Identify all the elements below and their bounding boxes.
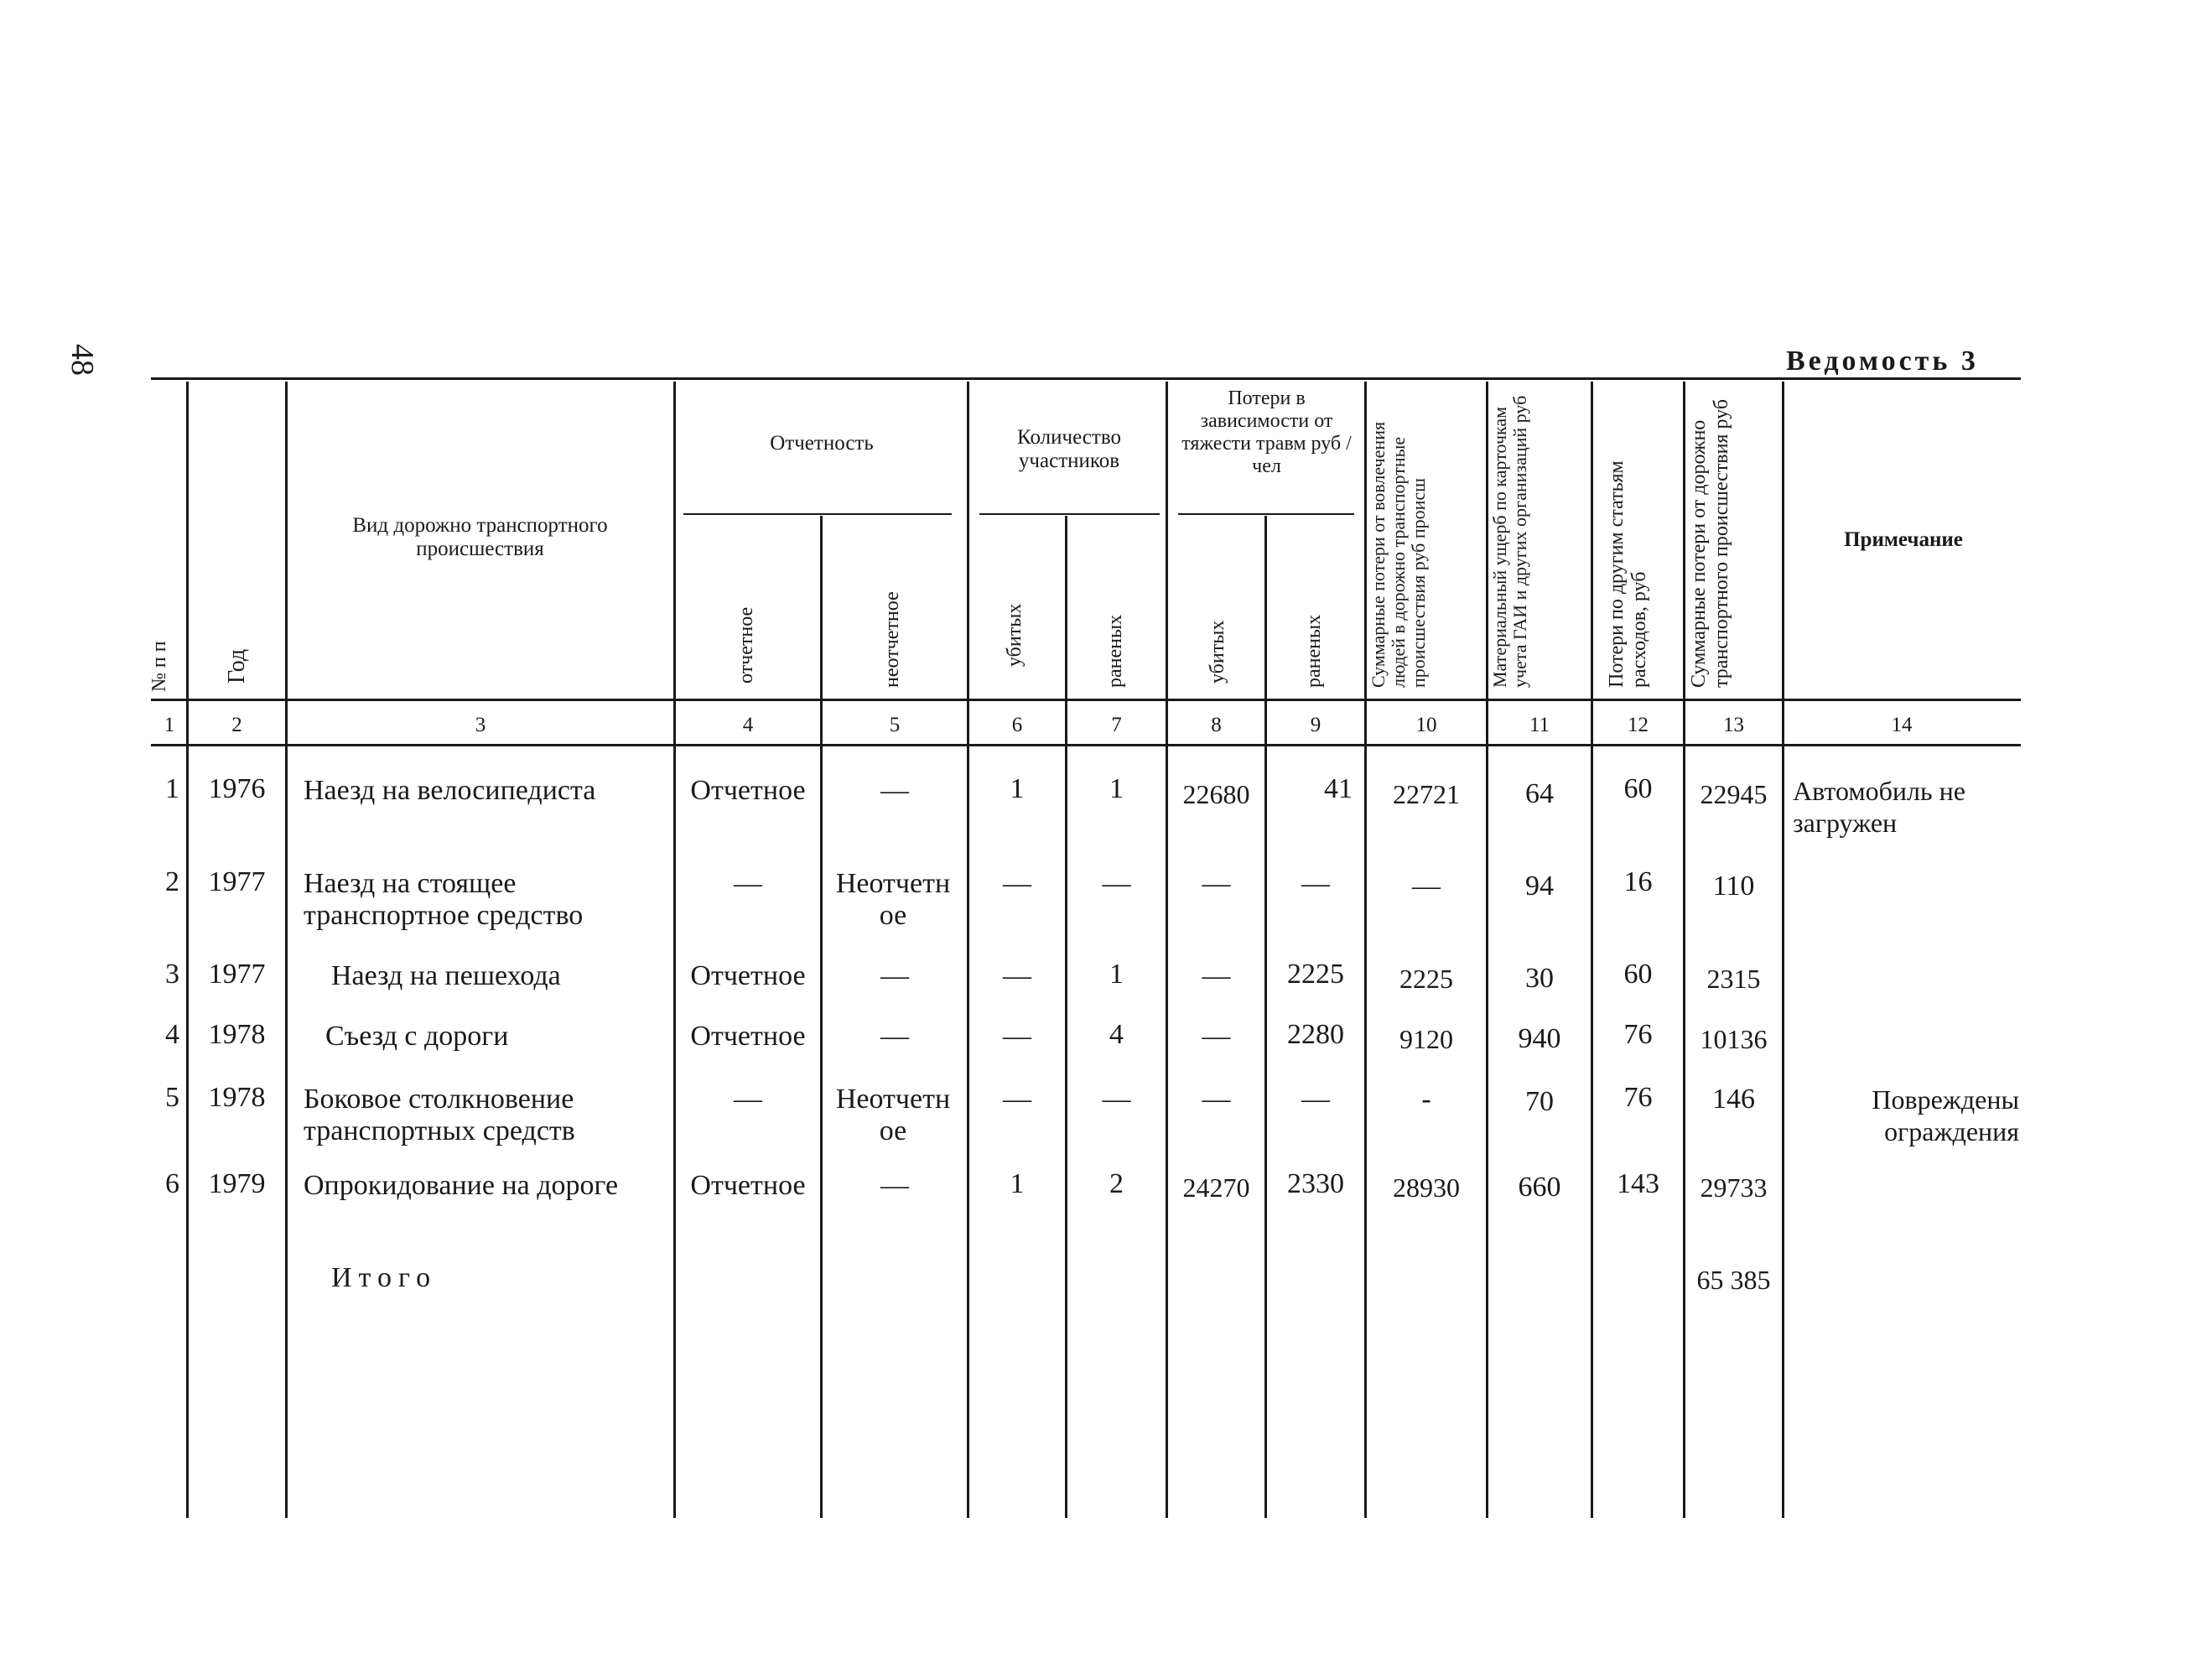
row-material: 64 — [1525, 778, 1554, 809]
row-injured: 2 — [1109, 1168, 1124, 1199]
colnum-bottom-rule — [151, 744, 2021, 746]
row-year: 1977 — [208, 959, 266, 990]
colnum-2: 2 — [231, 714, 242, 736]
colnum-9: 9 — [1310, 714, 1321, 736]
row-loss-killed: 22680 — [1182, 779, 1250, 809]
colnum-5: 5 — [889, 714, 901, 736]
row-number: 6 — [165, 1168, 179, 1199]
row-accident-type: Съезд с дороги — [325, 1021, 509, 1052]
top-rule — [151, 377, 2021, 380]
row-accident-type: Наезд на пешехода — [331, 960, 561, 991]
col-border-4 — [820, 516, 823, 1518]
row-year: 1976 — [208, 773, 266, 804]
header-col5: неотчетное — [881, 591, 903, 688]
col-border-13 — [1782, 382, 1784, 1518]
header-col4: отчетное — [735, 606, 757, 684]
row-killed: — — [1003, 1084, 1031, 1115]
row-nonreporting: — — [880, 960, 909, 991]
row-year: 1978 — [208, 1082, 266, 1113]
row-total: 110 — [1712, 871, 1755, 902]
row-loss-killed: — — [1202, 1084, 1231, 1115]
col-border-10 — [1486, 382, 1488, 1518]
row-material: 70 — [1525, 1086, 1554, 1117]
row-injured: 1 — [1109, 773, 1124, 804]
header-group-reporting: Отчетность — [770, 432, 874, 455]
row-accident-type: Наезд на стоящее транспортное средство — [304, 868, 584, 931]
row-note: Автомобиль не загружен — [1793, 776, 1965, 838]
row-loss-killed: — — [1202, 1021, 1231, 1052]
colnum-1: 1 — [164, 714, 175, 736]
row-total: 2315 — [1706, 964, 1761, 994]
row-nonreporting: — — [880, 1021, 909, 1052]
row-killed: 1 — [1010, 773, 1025, 804]
row-material: 660 — [1518, 1172, 1561, 1203]
header-col9: раненых — [1303, 614, 1325, 688]
header-col6: убитых — [1004, 603, 1026, 667]
row-total: 10136 — [1700, 1024, 1768, 1054]
row-loss-injured: — — [1301, 1084, 1330, 1115]
row-total: 146 — [1712, 1084, 1755, 1115]
row-total: 29733 — [1700, 1172, 1768, 1203]
colnum-6: 6 — [1011, 714, 1023, 736]
row-other: 143 — [1617, 1168, 1659, 1199]
colnum-3: 3 — [475, 714, 486, 736]
row-material: 30 — [1525, 963, 1554, 994]
col-border-7 — [1166, 382, 1168, 1518]
row-injured: 4 — [1109, 1019, 1124, 1050]
colnum-11: 11 — [1529, 714, 1550, 736]
row-accident-type: Боковое столкновение транспортных средств — [304, 1084, 575, 1146]
row-year: 1978 — [208, 1019, 266, 1050]
col-border-12 — [1683, 382, 1685, 1518]
row-sum-people: 2225 — [1399, 964, 1453, 994]
row-loss-injured: 2280 — [1287, 1019, 1344, 1050]
row-loss-killed: — — [1202, 868, 1231, 899]
row-nonreporting: — — [880, 1170, 909, 1201]
header-col8: убитых — [1207, 620, 1228, 684]
colnum-14: 14 — [1891, 714, 1913, 736]
header-col3: Вид дорожно транспортного происшествия — [352, 514, 608, 560]
subheader-rule-participants — [979, 513, 1160, 515]
colnum-4: 4 — [742, 714, 754, 736]
page-number: 48 — [65, 344, 100, 376]
col-border-8 — [1264, 516, 1267, 1518]
row-material: 94 — [1525, 871, 1554, 902]
colnum-12: 12 — [1628, 714, 1649, 736]
header-col13: Суммарные потери от дорожно транспортного происшествия руб — [1688, 398, 1732, 688]
row-nonreporting: Неотчетное — [835, 868, 951, 931]
col-border-3 — [673, 382, 676, 1518]
total-label: Итого — [331, 1262, 438, 1293]
row-loss-killed: 24270 — [1182, 1172, 1250, 1203]
row-other: 60 — [1623, 959, 1653, 990]
row-injured: — — [1102, 868, 1131, 899]
row-material: 940 — [1518, 1023, 1561, 1054]
row-total: 22945 — [1700, 779, 1768, 809]
row-reporting: — — [734, 1084, 762, 1115]
col-border-6 — [1065, 516, 1067, 1518]
col-border-2 — [285, 382, 288, 1518]
col-border-1 — [186, 382, 189, 1518]
row-number: 5 — [165, 1082, 179, 1113]
row-nonreporting: Неотчетное — [835, 1084, 951, 1146]
header-col12: Потери по другим статьям расходов, руб — [1606, 460, 1650, 688]
row-number: 4 — [165, 1019, 179, 1050]
colnum-7: 7 — [1111, 714, 1122, 736]
row-sum-people: - — [1421, 1084, 1431, 1115]
row-reporting: — — [734, 868, 762, 899]
header-col14: Примечание — [1844, 528, 1963, 551]
colnum-10: 10 — [1415, 714, 1437, 736]
row-reporting: Отчетное — [690, 960, 806, 991]
sheet-title: Ведомость 3 — [1786, 346, 1979, 377]
row-other: 76 — [1623, 1082, 1653, 1113]
row-accident-type: Наезд на велосипедиста — [304, 775, 596, 806]
header-bottom-rule — [151, 699, 2021, 701]
row-reporting: Отчетное — [690, 1021, 806, 1052]
row-sum-people: 22721 — [1393, 779, 1460, 809]
row-sum-people: 9120 — [1399, 1024, 1453, 1054]
colnum-8: 8 — [1211, 714, 1222, 736]
header-group-losses: Потери в зависимости от тяжести травм руб /чел — [1181, 387, 1352, 477]
row-killed: — — [1003, 960, 1031, 991]
header-col1: № п п — [148, 641, 170, 692]
row-reporting: Отчетное — [690, 775, 806, 806]
row-year: 1979 — [208, 1168, 266, 1199]
row-injured: 1 — [1109, 959, 1124, 990]
header-group-participants: Количество участников — [1017, 426, 1121, 472]
subheader-rule-losses — [1178, 513, 1354, 515]
row-number: 1 — [165, 773, 179, 804]
row-killed: — — [1003, 1021, 1031, 1052]
row-sum-people: — — [1412, 871, 1441, 902]
row-note: Повреждены ограждения — [1872, 1084, 2019, 1146]
row-reporting: Отчетное — [690, 1170, 806, 1201]
row-loss-injured: 2225 — [1287, 959, 1344, 990]
row-other: 76 — [1623, 1019, 1653, 1050]
col-border-5 — [967, 382, 969, 1518]
col-border-9 — [1364, 382, 1367, 1518]
row-injured: — — [1102, 1084, 1131, 1115]
row-other: 60 — [1623, 773, 1653, 804]
row-year: 1977 — [208, 866, 266, 897]
row-nonreporting: — — [880, 775, 909, 806]
row-killed: 1 — [1010, 1168, 1025, 1199]
header-col2: Год — [224, 648, 250, 684]
row-number: 2 — [165, 866, 179, 897]
row-loss-injured: 41 — [1324, 773, 1353, 804]
row-accident-type: Опрокидование на дороге — [304, 1170, 619, 1201]
header-col7: раненых — [1104, 614, 1126, 688]
row-loss-injured: — — [1301, 868, 1330, 899]
row-sum-people: 28930 — [1393, 1172, 1460, 1203]
row-loss-injured: 2330 — [1287, 1168, 1344, 1199]
row-other: 16 — [1623, 866, 1653, 897]
row-killed: — — [1003, 868, 1031, 899]
colnum-13: 13 — [1723, 714, 1744, 736]
row-number: 3 — [165, 959, 179, 990]
row-loss-killed: — — [1202, 960, 1231, 991]
header-col11: Материальный ущерб по карточкам учета ГАИ и других организаций руб — [1489, 395, 1530, 688]
col-border-11 — [1591, 382, 1593, 1518]
total-value: 65 385 — [1696, 1265, 1771, 1295]
header-col10: Суммарные потери от вовлечения людей в дорожно транспортные происшествия руб происш — [1368, 421, 1429, 688]
subheader-rule-reporting — [683, 513, 952, 515]
